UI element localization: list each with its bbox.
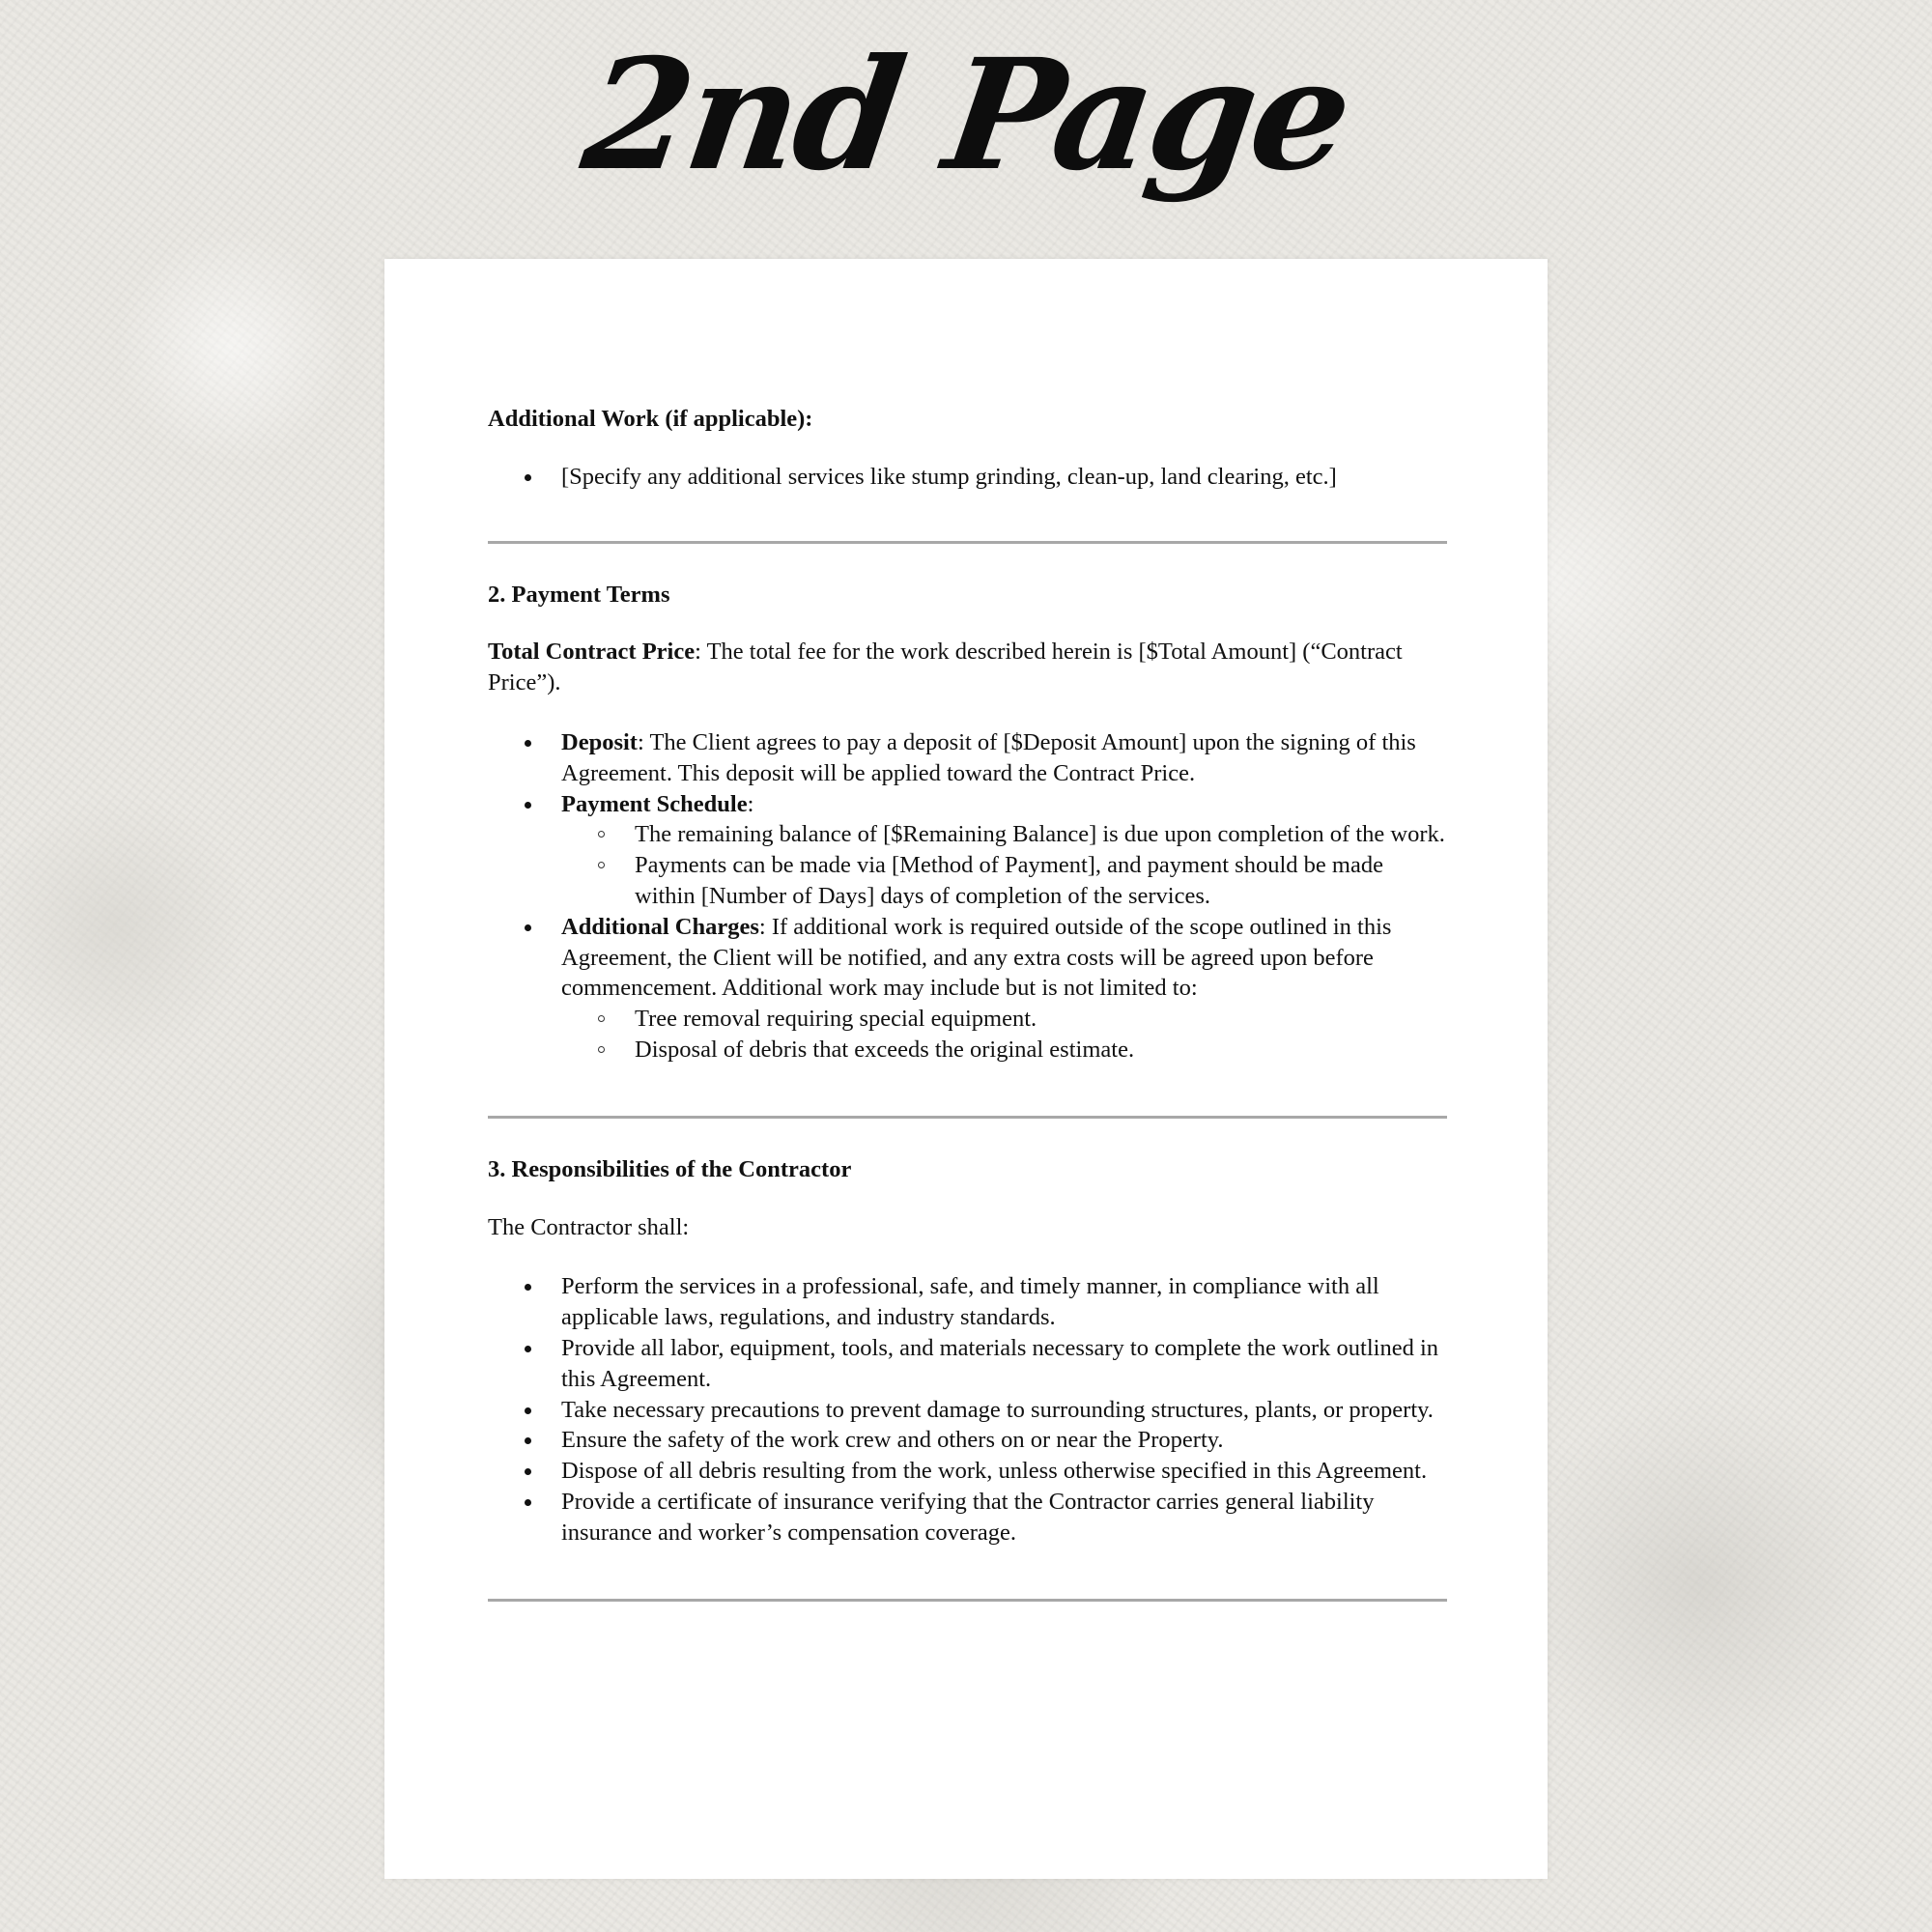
bullet-icon — [525, 924, 531, 931]
circle-bullet-icon — [598, 831, 605, 838]
bullet-icon — [525, 802, 531, 809]
circle-bullet-icon — [598, 1015, 605, 1022]
additional-charges-sublist — [561, 1004, 1449, 1065]
payment-schedule-label: Payment Schedule — [561, 790, 748, 817]
bullet-icon — [525, 1437, 531, 1444]
sub-list-item-text: Disposal of debris that exceeds the original estimate. — [635, 1036, 1135, 1063]
sub-list-item-text: Payments can be made via [Method of Payment], and payment should be made within [Number of Days] days of completion of the services. — [635, 852, 1383, 909]
circle-bullet-icon — [598, 862, 605, 868]
payment-schedule-text: : — [747, 790, 754, 817]
responsibilities-list — [488, 1271, 1449, 1548]
payment-terms-list — [488, 727, 1449, 1065]
additional-work-heading: Additional Work (if applicable): — [488, 406, 813, 432]
list-item-text: Dispose of all debris resulting from the work, unless otherwise specified in this Agreement. — [561, 1458, 1428, 1485]
additional-charges-text: : If additional work is required outside of the scope outlined in this Agreement, the Client will be notified, and any extra costs will be agreed upon before commencement. Additional work may include but is not limited to: — [561, 913, 1392, 1002]
deposit-label: Deposit — [561, 728, 638, 755]
sub-list-item — [561, 819, 1449, 850]
list-item — [488, 1271, 1449, 1333]
additional-charges-label: Additional Charges — [561, 913, 759, 940]
sub-list-item-text: Tree removal requiring special equipment. — [635, 1006, 1037, 1033]
section-divider — [488, 1599, 1447, 1602]
bullet-icon — [525, 474, 531, 481]
payment-terms-heading: 2. Payment Terms — [488, 581, 670, 608]
list-item — [488, 1456, 1449, 1487]
list-item-text: Provide all labor, equipment, tools, and materials necessary to complete the work outlined in this Agreement. — [561, 1334, 1439, 1392]
sub-list-item — [561, 1035, 1449, 1065]
responsibilities-intro: The Contractor shall: — [488, 1213, 690, 1240]
bullet-icon — [525, 1499, 531, 1506]
list-item — [488, 1487, 1449, 1548]
sub-list-item — [561, 850, 1449, 912]
list-item-text: Ensure the safety of the work crew and others on or near the Property. — [561, 1427, 1224, 1454]
list-item-text: Perform the services in a professional, safe, and timely manner, in compliance with all applicable laws, regulations, and industry standards. — [561, 1273, 1379, 1331]
payment-schedule-sublist — [561, 819, 1449, 911]
responsibilities-heading: 3. Responsibilities of the Contractor — [488, 1155, 852, 1182]
bullet-icon — [525, 740, 531, 747]
total-contract-price — [488, 637, 1449, 698]
list-item-text: Provide a certificate of insurance verifying that the Contractor carries general liability insurance and worker’s compensation coverage. — [561, 1488, 1375, 1546]
banner-title: 2nd Page — [573, 26, 1359, 205]
sub-list-item — [561, 1004, 1449, 1035]
document-page — [384, 259, 1548, 1879]
list-item — [488, 1333, 1449, 1395]
sub-list-item-text: The remaining balance of [$Remaining Balance] is due upon completion of the work. — [635, 821, 1445, 848]
list-item-text: [Specify any additional services like stump grinding, clean-up, land clearing, etc.] — [561, 463, 1337, 490]
bullet-icon — [525, 1407, 531, 1414]
list-item-text: Take necessary precautions to prevent damage to surrounding structures, plants, or property. — [561, 1396, 1434, 1423]
total-contract-price-label: Total Contract Price — [488, 639, 696, 666]
deposit-text: : The Client agrees to pay a deposit of [$Deposit Amount] upon the signing of this Agreement. This deposit will be applied toward the Contract Price. — [561, 728, 1416, 786]
total-contract-price-text: : The total fee for the work described herein is [$Total Amount] (“Contract Price”). — [488, 639, 1403, 696]
list-item — [488, 1395, 1449, 1426]
additional-work-list — [488, 462, 1449, 493]
list-item — [488, 789, 1449, 912]
document-content — [488, 404, 1449, 1602]
list-item — [488, 912, 1449, 1065]
circle-bullet-icon — [598, 1046, 605, 1053]
list-item — [488, 1425, 1449, 1456]
list-item — [488, 462, 1449, 493]
list-item — [488, 727, 1449, 789]
bullet-icon — [525, 1346, 531, 1352]
bullet-icon — [525, 1468, 531, 1475]
bullet-icon — [525, 1284, 531, 1291]
